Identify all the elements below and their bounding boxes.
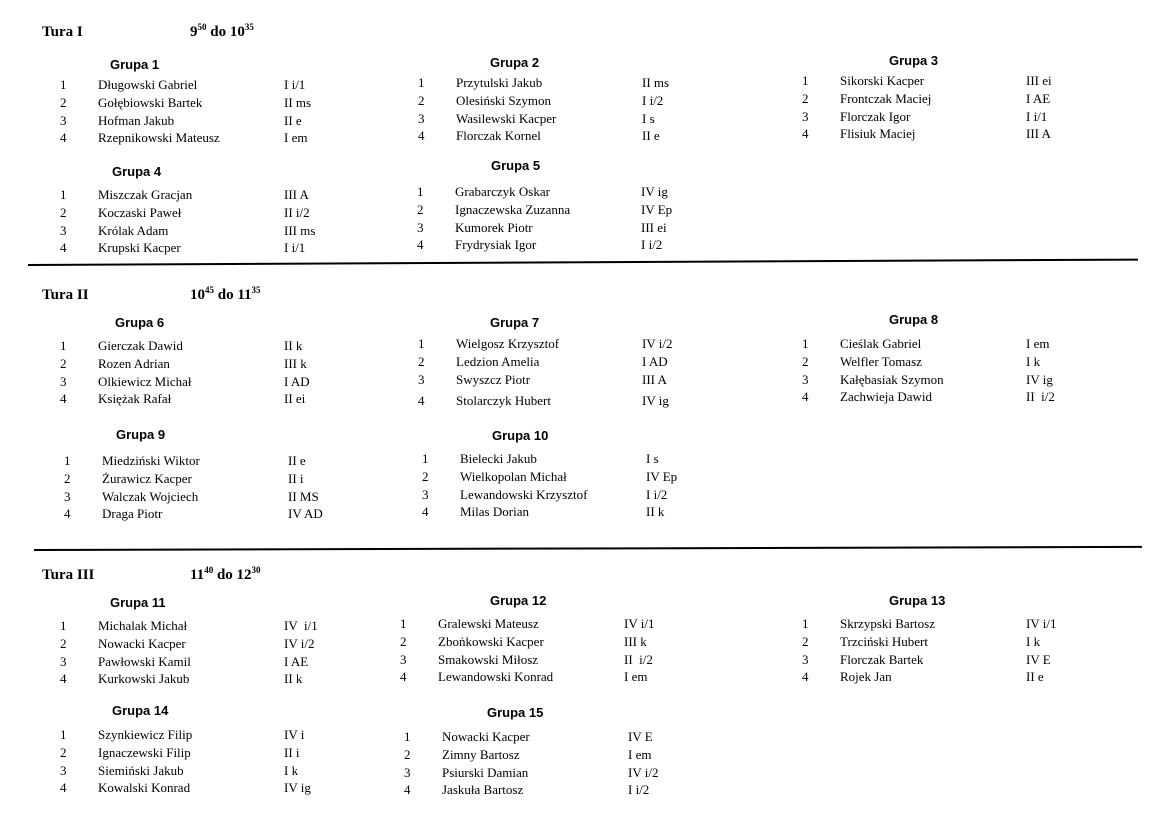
table-row xyxy=(60,113,390,131)
table-row xyxy=(802,616,1132,634)
student-name: Florczak Bartek xyxy=(840,651,924,667)
student-name: Smakowski Miłosz xyxy=(438,651,539,667)
table-row xyxy=(802,669,1132,687)
table-row xyxy=(60,636,390,654)
student-class: III ei xyxy=(1026,73,1052,88)
row-number: 1 xyxy=(60,77,67,92)
student-class: II e xyxy=(642,128,660,144)
student-class: I i/1 xyxy=(284,240,306,256)
student-name: Psiurski Damian xyxy=(442,764,529,780)
student-name: Nowacki Kacper xyxy=(442,729,530,744)
group-rows xyxy=(422,451,752,522)
student-class: I em xyxy=(284,130,308,146)
row-number: 2 xyxy=(802,90,809,106)
tura-1-time xyxy=(190,24,254,41)
time-start-hour: 9 xyxy=(190,24,198,40)
student-name: Długowski Gabriel xyxy=(98,77,198,92)
table-row xyxy=(418,372,748,390)
student-class: I em xyxy=(628,746,652,762)
student-class: IV ig xyxy=(1026,371,1053,387)
student-class: II ei xyxy=(284,391,306,407)
student-name: Rzepnikowski Mateusz xyxy=(98,130,220,146)
table-row xyxy=(418,93,748,111)
student-name: Królak Adam xyxy=(98,222,169,238)
table-row xyxy=(60,240,390,258)
student-class: IV i/1 xyxy=(284,618,318,633)
table-row xyxy=(60,205,390,223)
student-class: IV E xyxy=(628,729,653,744)
row-number: 1 xyxy=(60,618,67,633)
table-row xyxy=(404,729,734,747)
student-name: Lewandowski Konrad xyxy=(438,669,554,685)
student-name: Milas Dorian xyxy=(460,504,529,520)
row-number: 2 xyxy=(418,92,425,108)
student-name: Olesiński Szymon xyxy=(456,92,551,108)
student-class: II ms xyxy=(284,94,312,110)
student-class: II e xyxy=(288,453,306,468)
student-name: Miszczak Gracjan xyxy=(98,187,193,202)
time-end-minutes: 35 xyxy=(244,22,254,32)
student-class: IV i/2 xyxy=(642,336,673,351)
student-name: Kowalski Konrad xyxy=(98,780,191,796)
student-name: Nowacki Kacper xyxy=(98,635,186,651)
table-row xyxy=(418,393,748,411)
group-rows xyxy=(404,729,734,800)
student-class: II e xyxy=(284,112,302,128)
row-number: 2 xyxy=(60,744,67,760)
student-class: III k xyxy=(284,355,307,371)
table-row xyxy=(60,763,390,781)
student-class: II ms xyxy=(642,75,670,90)
student-name: Draga Piotr xyxy=(102,506,163,522)
row-number: 4 xyxy=(404,782,411,798)
tura-1-title: Tura I xyxy=(42,24,83,40)
student-name: Zboṅkowski Kacper xyxy=(438,633,544,649)
table-row xyxy=(60,391,390,409)
group-rows xyxy=(802,336,1132,407)
student-class: III ms xyxy=(284,222,316,238)
student-class: IV Ep xyxy=(646,468,678,484)
table-row xyxy=(422,504,752,522)
row-number: 4 xyxy=(400,669,407,685)
student-name: Frydrysiak Igor xyxy=(455,237,537,253)
table-row xyxy=(802,634,1132,652)
student-class: IV i/1 xyxy=(624,616,655,631)
time-end-hour: 10 xyxy=(229,24,245,40)
table-row xyxy=(400,652,730,670)
group-rows xyxy=(417,184,747,255)
student-name: Frontczak Maciej xyxy=(840,90,932,106)
group-rows xyxy=(64,453,394,524)
student-name: Michalak Michał xyxy=(98,618,188,633)
row-number: 1 xyxy=(418,336,425,351)
student-class: IV E xyxy=(1026,651,1051,667)
group-title: Grupa 3 xyxy=(889,53,939,68)
student-name: Kurkowski Jakub xyxy=(98,671,190,687)
table-row xyxy=(417,202,747,220)
group-title: Grupa 9 xyxy=(116,427,166,442)
group-rows xyxy=(60,338,390,409)
row-number: 1 xyxy=(802,73,809,88)
table-row xyxy=(60,338,390,356)
group-title: Grupa 15 xyxy=(487,705,544,720)
row-number: 2 xyxy=(60,94,67,110)
row-number: 1 xyxy=(60,727,67,742)
row-number: 4 xyxy=(802,126,809,142)
table-row xyxy=(802,109,1132,127)
time-start-minutes: 50 xyxy=(197,22,207,32)
row-number: 2 xyxy=(400,633,407,649)
group-title: Grupa 12 xyxy=(490,593,547,608)
student-class: II k xyxy=(284,671,303,687)
table-row xyxy=(60,130,390,148)
row-number: 3 xyxy=(60,112,67,128)
table-row xyxy=(802,336,1132,354)
time-separator: do xyxy=(217,287,234,303)
table-row xyxy=(60,654,390,672)
row-number: 3 xyxy=(60,222,67,238)
row-number: 1 xyxy=(417,184,424,199)
row-number: 2 xyxy=(404,746,411,762)
row-number: 4 xyxy=(802,389,809,405)
student-class: II e xyxy=(1026,669,1044,685)
student-name: Pawłowski Kamil xyxy=(98,653,191,669)
student-name: Cieślak Gabriel xyxy=(840,336,922,351)
row-number: 3 xyxy=(400,651,407,667)
table-row xyxy=(400,616,730,634)
student-class: I i/2 xyxy=(628,782,650,798)
student-name: Walczak Wojciech xyxy=(102,488,199,504)
group-title: Grupa 8 xyxy=(889,312,939,327)
student-class: IV i/2 xyxy=(628,764,659,780)
student-name: Flisiuk Maciej xyxy=(840,126,916,142)
row-number: 1 xyxy=(802,336,809,351)
student-class: I s xyxy=(646,451,659,466)
group-title: Grupa 2 xyxy=(490,55,540,70)
table-row xyxy=(60,95,390,113)
student-class: II i/2 xyxy=(1026,389,1055,405)
student-class: II i xyxy=(284,744,300,760)
student-name: Skrzypski Bartosz xyxy=(840,616,935,631)
student-name: Olkiewicz Michał xyxy=(98,373,192,389)
row-number: 3 xyxy=(802,108,809,124)
group-rows xyxy=(400,616,730,687)
student-class: III A xyxy=(284,187,309,202)
student-name: Florczak Igor xyxy=(840,108,911,124)
table-row xyxy=(802,372,1132,390)
time-start-hour: 11 xyxy=(190,567,205,583)
table-row xyxy=(418,336,748,354)
table-row xyxy=(418,128,748,146)
row-number: 4 xyxy=(422,504,429,520)
row-number: 4 xyxy=(418,128,425,144)
student-class: III A xyxy=(642,371,667,387)
student-class: IV ig xyxy=(284,780,311,796)
student-class: II i xyxy=(288,470,304,486)
student-class: III A xyxy=(1026,126,1051,142)
table-row xyxy=(802,73,1132,91)
table-row xyxy=(64,453,394,471)
row-number: 1 xyxy=(60,338,67,353)
student-class: I s xyxy=(642,110,655,126)
row-number: 3 xyxy=(60,373,67,389)
student-class: I i/2 xyxy=(646,486,668,502)
student-class: II k xyxy=(284,338,303,353)
group-rows xyxy=(60,187,390,258)
time-start-minutes: 45 xyxy=(205,285,214,295)
group-rows xyxy=(60,77,390,148)
table-row xyxy=(60,374,390,392)
row-number: 2 xyxy=(60,204,67,220)
student-name: Zachwieja Dawid xyxy=(840,389,933,405)
table-row xyxy=(60,780,390,798)
student-class: I k xyxy=(1026,353,1041,369)
student-class: I AE xyxy=(284,653,309,669)
student-name: Bielecki Jakub xyxy=(460,451,537,466)
student-name: Wielkopolan Michał xyxy=(460,468,567,484)
row-number: 4 xyxy=(64,506,71,522)
section-divider xyxy=(34,546,1142,551)
row-number: 2 xyxy=(64,470,71,486)
table-row xyxy=(60,671,390,689)
tura-2-title: Tura II xyxy=(42,287,89,303)
tura-3-time xyxy=(190,567,261,584)
time-end-minutes: 35 xyxy=(251,285,261,295)
group-rows xyxy=(802,73,1132,144)
student-class: I i/2 xyxy=(641,237,663,253)
student-name: Rozen Adrian xyxy=(98,355,170,371)
row-number: 2 xyxy=(802,633,809,649)
student-class: I i/1 xyxy=(284,77,306,92)
row-number: 3 xyxy=(60,653,67,669)
table-row xyxy=(60,727,390,745)
student-name: Florczak Kornel xyxy=(456,128,541,144)
tura-2-time xyxy=(190,287,261,304)
student-class: IV Ep xyxy=(641,201,673,217)
student-name: Kumorek Piotr xyxy=(455,219,533,235)
table-row xyxy=(802,91,1132,109)
student-name: Gierczak Dawid xyxy=(98,338,183,353)
group-title: Grupa 4 xyxy=(112,164,162,179)
student-name: Siemiński Jakub xyxy=(98,762,184,778)
row-number: 1 xyxy=(418,75,425,90)
student-name: Zimny Bartosz xyxy=(442,746,520,762)
student-class: I k xyxy=(1026,633,1041,649)
table-row xyxy=(60,745,390,763)
table-row xyxy=(802,389,1132,407)
student-name: Koczaski Paweł xyxy=(98,204,182,220)
table-row xyxy=(417,184,747,202)
student-class: IV ig xyxy=(642,393,669,409)
row-number: 3 xyxy=(60,762,67,778)
row-number: 3 xyxy=(422,486,429,502)
time-start-hour: 10 xyxy=(190,287,205,303)
table-row xyxy=(64,489,394,507)
student-name: Ledzion Amelia xyxy=(456,353,540,369)
row-number: 3 xyxy=(802,371,809,387)
student-name: Przytulski Jakub xyxy=(456,75,543,90)
student-name: Grabarczyk Oskar xyxy=(455,184,550,199)
row-number: 4 xyxy=(418,393,425,409)
student-class: IV i xyxy=(284,727,305,742)
table-row xyxy=(404,747,734,765)
group-rows xyxy=(60,618,390,689)
group-rows xyxy=(60,727,390,798)
group-title: Grupa 7 xyxy=(490,315,540,330)
table-row xyxy=(400,634,730,652)
table-row xyxy=(60,187,390,205)
student-class: I AD xyxy=(642,353,668,369)
table-row xyxy=(64,506,394,524)
student-class: I em xyxy=(1026,336,1050,351)
table-row xyxy=(802,354,1132,372)
student-name: Wasilewski Kacper xyxy=(456,110,557,126)
student-class: I em xyxy=(624,669,648,685)
student-name: Jaskuła Bartosz xyxy=(442,782,524,798)
row-number: 2 xyxy=(60,635,67,651)
table-row xyxy=(404,765,734,783)
student-class: I i/2 xyxy=(642,92,664,108)
student-class: IV i/2 xyxy=(284,635,315,651)
time-end-hour: 12 xyxy=(236,567,252,583)
row-number: 3 xyxy=(418,371,425,387)
group-title: Grupa 10 xyxy=(492,428,549,443)
student-name: Miedziński Wiktor xyxy=(102,453,200,468)
student-class: I i/1 xyxy=(1026,108,1048,124)
table-row xyxy=(802,652,1132,670)
group-title: Grupa 14 xyxy=(112,703,169,718)
tura-3-title: Tura III xyxy=(42,567,95,583)
row-number: 4 xyxy=(60,240,67,256)
time-start-minutes: 40 xyxy=(204,565,214,575)
student-name: Trzciński Hubert xyxy=(840,633,928,649)
student-name: Żurawicz Kacper xyxy=(102,470,192,486)
student-name: Hofman Jakub xyxy=(98,112,175,128)
group-rows xyxy=(418,75,748,146)
table-row xyxy=(417,220,747,238)
group-rows xyxy=(802,616,1132,687)
row-number: 1 xyxy=(802,616,809,631)
student-name: Swyszcz Piotr xyxy=(456,371,531,387)
student-class: IV AD xyxy=(288,506,323,522)
table-row xyxy=(418,111,748,129)
student-class: II MS xyxy=(288,488,319,504)
student-name: Księżak Rafał xyxy=(98,391,172,407)
row-number: 1 xyxy=(60,187,67,202)
table-row xyxy=(64,471,394,489)
table-row xyxy=(60,356,390,374)
student-class: III k xyxy=(624,633,647,649)
student-class: II k xyxy=(646,504,665,520)
table-row xyxy=(417,237,747,255)
student-name: Lewandowski Krzysztof xyxy=(460,486,588,502)
time-end-hour: 11 xyxy=(237,287,252,303)
table-row xyxy=(60,223,390,241)
student-class: I AE xyxy=(1026,90,1051,106)
student-class: IV ig xyxy=(641,184,668,199)
student-class: I AD xyxy=(284,373,310,389)
student-class: I k xyxy=(284,762,299,778)
student-name: Szynkiewicz Filip xyxy=(98,727,193,742)
student-name: Welfler Tomasz xyxy=(840,353,922,369)
row-number: 1 xyxy=(64,453,71,468)
row-number: 4 xyxy=(60,130,67,146)
table-row xyxy=(60,77,390,95)
student-name: Gołębiowski Bartek xyxy=(98,94,203,110)
student-class: IV i/1 xyxy=(1026,616,1057,631)
group-title: Grupa 11 xyxy=(110,595,166,610)
student-class: III ei xyxy=(641,219,667,235)
row-number: 4 xyxy=(60,780,67,796)
group-title: Grupa 1 xyxy=(110,57,160,72)
group-title: Grupa 5 xyxy=(491,158,541,173)
table-row xyxy=(422,451,752,469)
student-name: Kałębasiak Szymon xyxy=(840,371,944,387)
student-name: Stolarczyk Hubert xyxy=(456,393,551,409)
group-title: Grupa 13 xyxy=(889,593,946,608)
student-name: Gralewski Mateusz xyxy=(438,616,539,631)
row-number: 2 xyxy=(422,468,429,484)
row-number: 2 xyxy=(802,353,809,369)
student-name: Rojek Jan xyxy=(840,669,892,685)
student-name: Krupski Kacper xyxy=(98,240,181,256)
row-number: 3 xyxy=(802,651,809,667)
row-number: 2 xyxy=(60,355,67,371)
row-number: 4 xyxy=(60,671,67,687)
student-name: Wielgosz Krzysztof xyxy=(456,336,560,351)
student-class: II i/2 xyxy=(284,204,310,220)
group-rows xyxy=(418,336,748,407)
row-number: 3 xyxy=(404,764,411,780)
table-row xyxy=(418,354,748,372)
table-row xyxy=(422,469,752,487)
section-divider xyxy=(28,259,1138,266)
row-number: 4 xyxy=(417,237,424,253)
row-number: 4 xyxy=(802,669,809,685)
row-number: 4 xyxy=(60,391,67,407)
student-name: Sikorski Kacper xyxy=(840,73,925,88)
table-row xyxy=(418,75,748,93)
table-row xyxy=(802,126,1132,144)
table-row xyxy=(422,487,752,505)
time-separator: do xyxy=(210,24,227,40)
row-number: 2 xyxy=(418,353,425,369)
row-number: 2 xyxy=(417,201,424,217)
table-row xyxy=(404,782,734,800)
row-number: 3 xyxy=(64,488,71,504)
table-row xyxy=(60,618,390,636)
table-row xyxy=(400,669,730,687)
student-name: Ignaczewska Zuzanna xyxy=(455,201,571,217)
group-title: Grupa 6 xyxy=(115,315,165,330)
row-number: 1 xyxy=(404,729,411,744)
time-separator: do xyxy=(216,567,233,583)
student-class: II i/2 xyxy=(624,651,653,667)
time-end-minutes: 30 xyxy=(251,565,261,575)
row-number: 3 xyxy=(418,110,425,126)
row-number: 1 xyxy=(422,451,429,466)
row-number: 3 xyxy=(417,219,424,235)
row-number: 1 xyxy=(400,616,407,631)
student-name: Ignaczewski Filip xyxy=(98,744,191,760)
